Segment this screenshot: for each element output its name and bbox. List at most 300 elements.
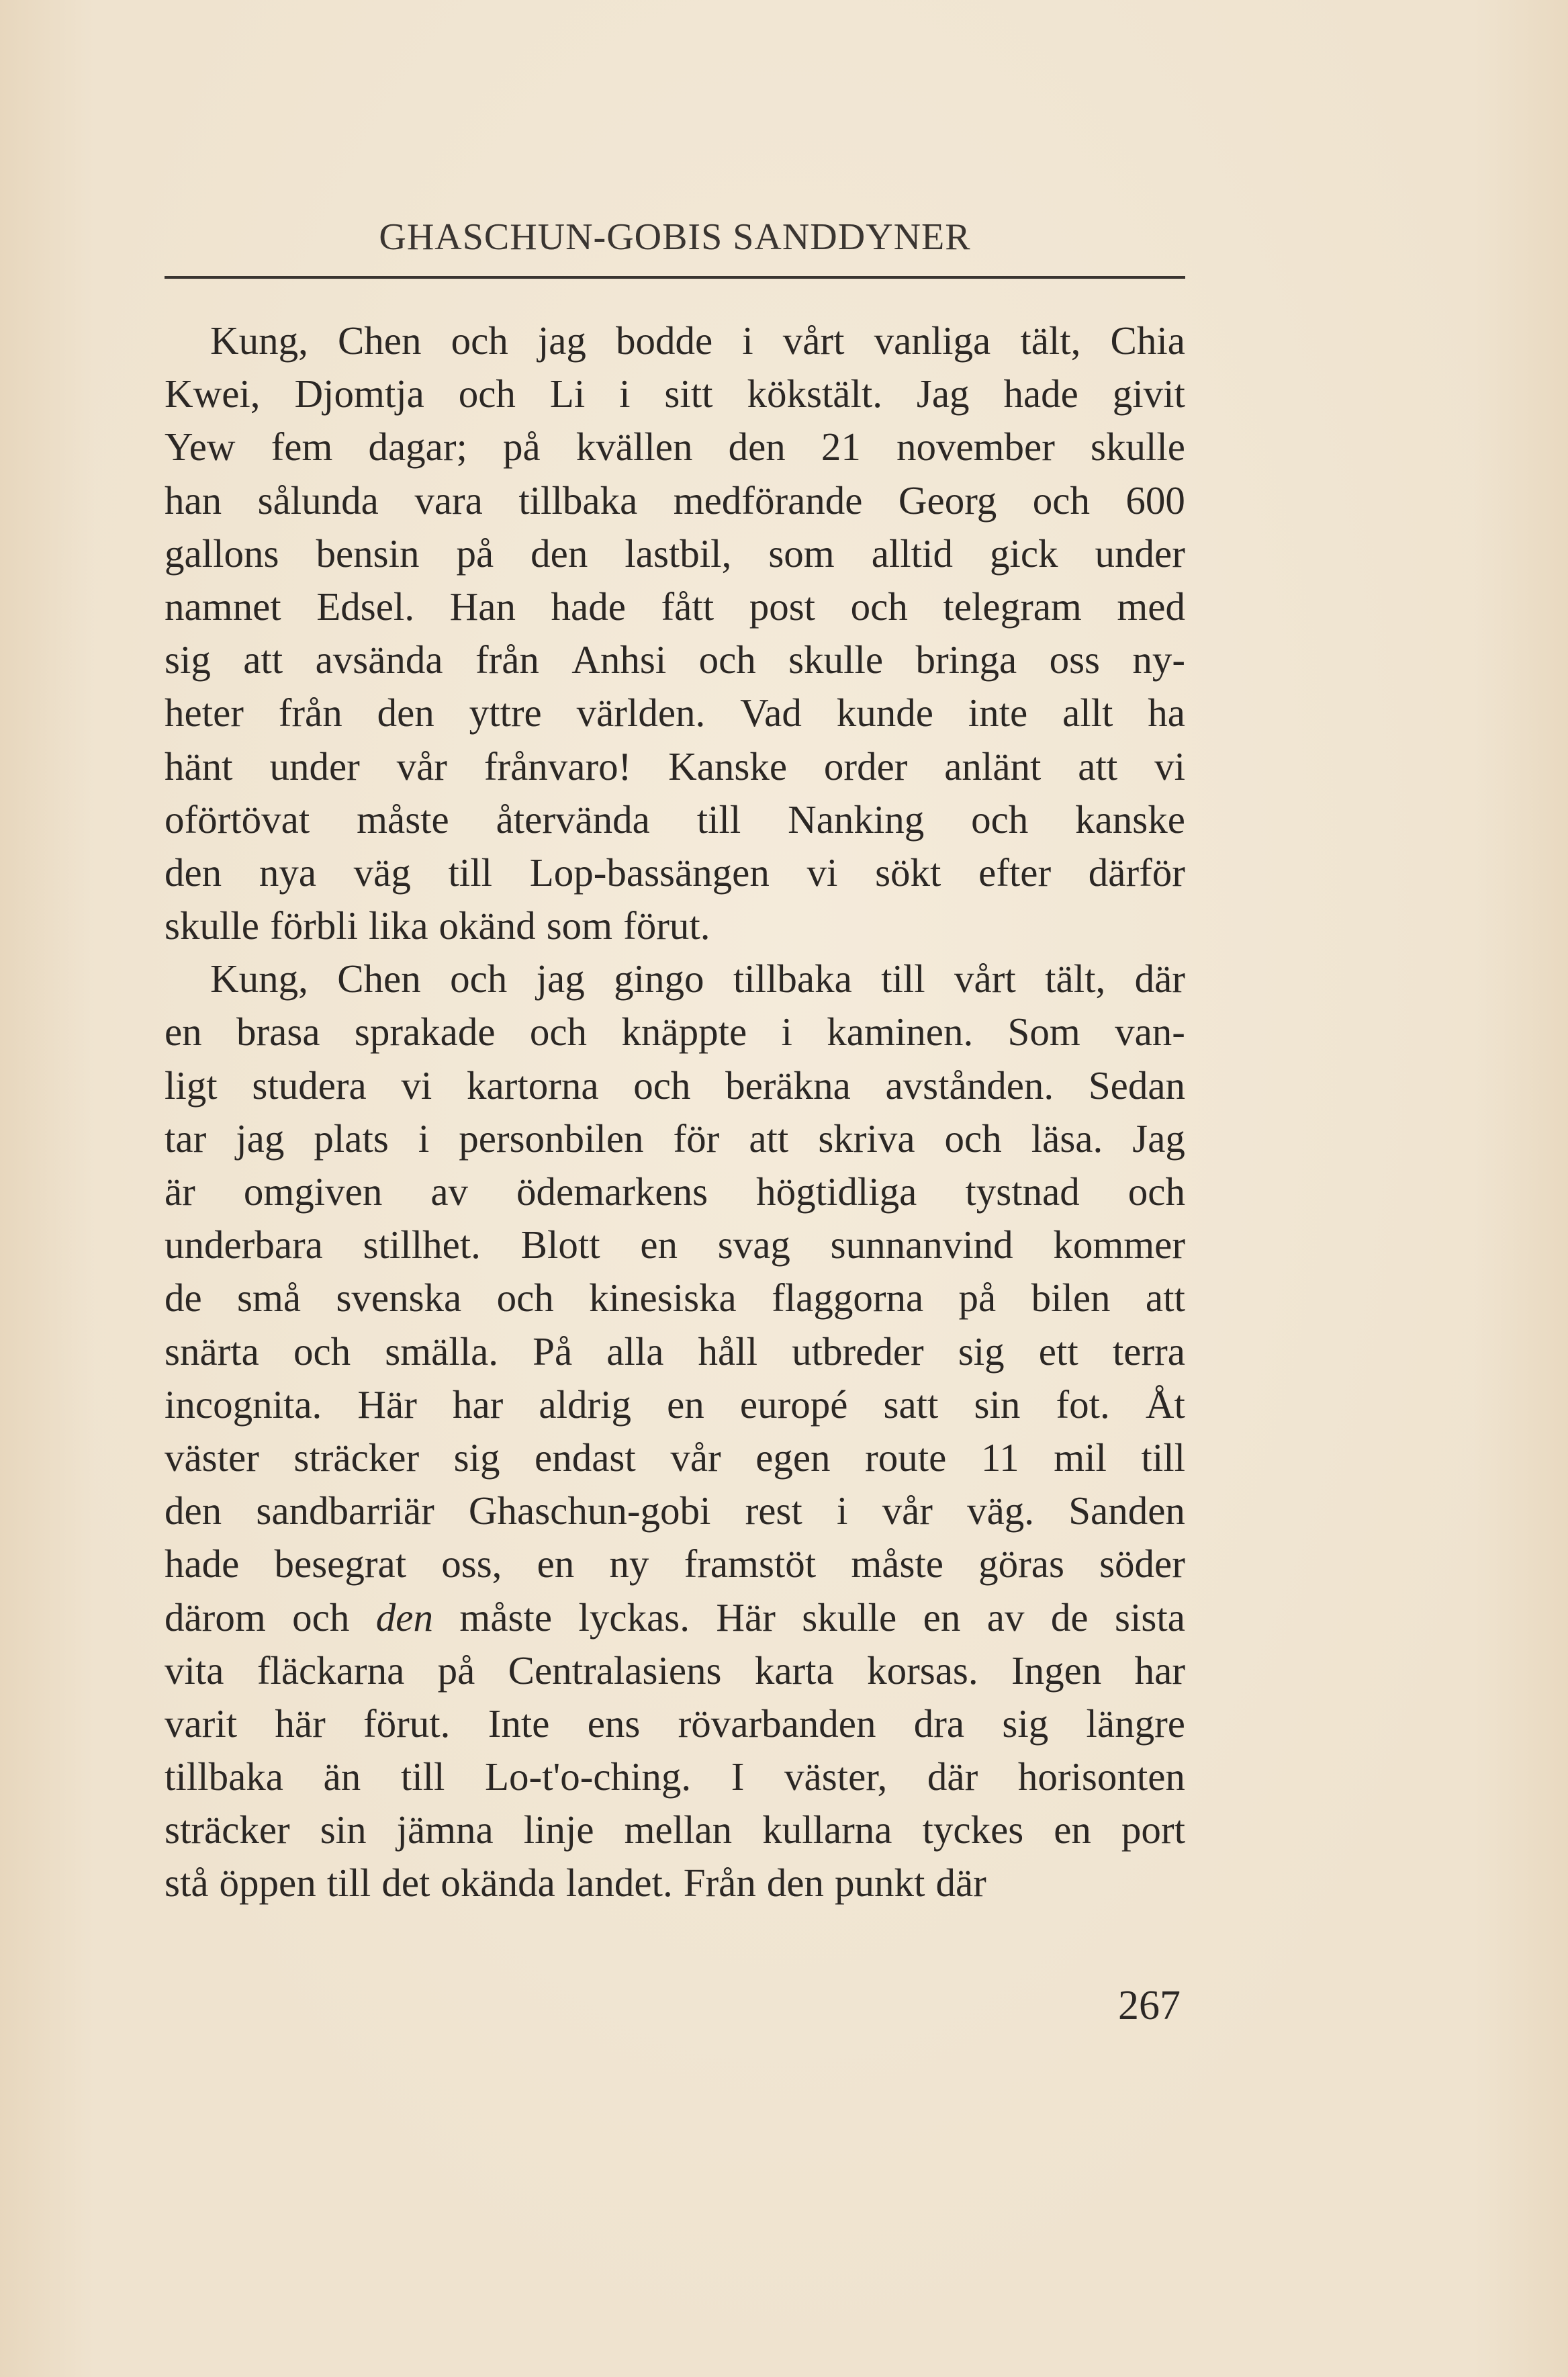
word: har — [452, 1382, 504, 1427]
text-line — [165, 793, 1185, 846]
word: svenska — [336, 1275, 462, 1320]
text-line — [165, 1750, 1185, 1803]
word: tält, — [1045, 956, 1106, 1001]
word: skulle — [165, 903, 259, 948]
word: brasa — [236, 1010, 320, 1055]
text-line — [165, 1484, 1185, 1537]
word: därom — [165, 1595, 266, 1640]
word: linje — [523, 1807, 594, 1852]
word: där — [1134, 956, 1185, 1001]
word: stillhet. — [363, 1222, 481, 1267]
word: måste — [357, 797, 449, 842]
word: som — [546, 903, 613, 948]
word: sunnanvind — [830, 1222, 1013, 1267]
word: med — [1117, 584, 1185, 629]
word: varit — [165, 1701, 238, 1746]
word: en — [537, 1541, 575, 1586]
body-text — [165, 314, 1185, 1910]
word: mil — [1054, 1435, 1107, 1480]
word: sig — [1002, 1701, 1049, 1746]
word: avstånden. — [885, 1063, 1054, 1108]
word: den — [377, 690, 434, 735]
word: till — [400, 1754, 445, 1799]
word: kaminen. — [827, 1010, 974, 1055]
word: route — [865, 1435, 947, 1480]
word: framstöt — [684, 1541, 817, 1586]
word: sträcker — [165, 1807, 290, 1852]
word: i — [418, 1116, 430, 1161]
word: på — [456, 531, 494, 576]
text-line — [165, 1005, 1185, 1059]
word: måste — [851, 1541, 943, 1586]
word: Chen — [337, 318, 422, 363]
word: av — [430, 1169, 469, 1214]
word: allt — [1062, 690, 1113, 735]
word: till — [881, 956, 925, 1001]
word: sålunda — [257, 478, 379, 523]
word: kullarna — [762, 1807, 892, 1852]
word: gingo — [614, 956, 704, 1001]
word: den — [165, 850, 222, 895]
word: på — [437, 1648, 475, 1693]
word: omgiven — [243, 1169, 383, 1214]
word: order — [823, 744, 908, 789]
word: 11 — [980, 1435, 1019, 1480]
word: sin — [974, 1382, 1021, 1427]
word: ny- — [1132, 637, 1185, 682]
word: medförande — [673, 478, 863, 523]
word: i — [781, 1010, 792, 1055]
word: givit — [1112, 371, 1185, 416]
text-line — [165, 1803, 1185, 1856]
text-line — [165, 580, 1185, 633]
word: post — [749, 584, 816, 629]
word: Li — [549, 371, 586, 416]
word: till — [326, 1860, 371, 1905]
word: fläckarna — [257, 1648, 405, 1693]
word: en — [667, 1382, 704, 1427]
word: tystnad — [965, 1169, 1080, 1214]
text-line — [165, 1325, 1185, 1378]
word: tillbaka — [733, 956, 852, 1001]
word: personbilen — [459, 1116, 644, 1161]
word: gick — [989, 531, 1058, 576]
word: den — [165, 1488, 222, 1533]
word: fem — [271, 424, 333, 469]
word: sig — [453, 1435, 500, 1480]
text-line — [165, 1271, 1185, 1325]
word: tar — [165, 1116, 207, 1161]
word: den — [375, 1595, 433, 1640]
running-head: GHASCHUN-GOBIS SANDDYNER — [379, 216, 971, 258]
word: jämna — [396, 1807, 494, 1852]
word: Han — [449, 584, 516, 629]
word: jag — [537, 318, 586, 363]
word: på — [958, 1275, 997, 1320]
word: att — [1145, 1275, 1185, 1320]
word: som — [768, 531, 835, 576]
word: där — [927, 1754, 978, 1799]
word: okända — [441, 1860, 555, 1905]
word: tillbaka — [165, 1754, 283, 1799]
word: Jag — [916, 371, 970, 416]
word: oss — [1049, 637, 1100, 682]
word: väg. — [967, 1488, 1035, 1533]
word: studera — [252, 1063, 367, 1108]
word: och — [971, 797, 1029, 842]
text-line — [165, 1537, 1185, 1590]
word: sitt — [664, 371, 713, 416]
word: av — [986, 1595, 1025, 1640]
text-line — [165, 952, 1185, 1005]
word: bringa — [915, 637, 1017, 682]
word: och — [944, 1116, 1002, 1161]
word: en — [640, 1222, 678, 1267]
word: hade — [1003, 371, 1078, 416]
word: Yew — [165, 424, 236, 469]
word: smälla. — [385, 1329, 499, 1374]
word: vår — [882, 1488, 933, 1533]
word: tyckes — [922, 1807, 1024, 1852]
word: egen — [755, 1435, 831, 1480]
word: att — [749, 1116, 789, 1161]
word: Kung, — [210, 956, 308, 1001]
word: korsas. — [867, 1648, 978, 1693]
word: terra — [1112, 1329, 1185, 1374]
text-line — [165, 1644, 1185, 1697]
word: beräkna — [725, 1063, 851, 1108]
text-line — [165, 474, 1185, 527]
word: Jag — [1132, 1116, 1185, 1161]
text-line — [165, 899, 1185, 952]
word: I — [731, 1754, 745, 1799]
word: från — [475, 637, 539, 682]
word: den — [531, 531, 588, 576]
word: den — [728, 424, 786, 469]
text-line — [165, 1591, 1185, 1644]
word: söder — [1099, 1541, 1185, 1586]
word: skulle — [788, 637, 884, 682]
word: göras — [978, 1541, 1064, 1586]
word: Sanden — [1068, 1488, 1185, 1533]
word: vita — [165, 1648, 224, 1693]
word: besegrat — [274, 1541, 407, 1586]
word: stå — [165, 1860, 209, 1905]
word: världen. — [576, 690, 706, 735]
word: små — [237, 1275, 302, 1320]
word: håll — [698, 1329, 758, 1374]
word: det — [381, 1860, 430, 1905]
word: till — [1141, 1435, 1185, 1480]
word: Inte — [488, 1701, 550, 1746]
word: landet. — [565, 1860, 673, 1905]
word: därför — [1088, 850, 1185, 895]
text-line — [165, 1218, 1185, 1271]
word: Kwei, — [165, 371, 261, 416]
word: längre — [1086, 1701, 1185, 1746]
word: sprakade — [354, 1010, 496, 1055]
text-line — [165, 420, 1185, 474]
word: utbreder — [792, 1329, 924, 1374]
word: vanliga — [874, 318, 991, 363]
word: till — [448, 850, 493, 895]
word: sin — [320, 1807, 367, 1852]
word: och — [633, 1063, 691, 1108]
word: och — [698, 637, 756, 682]
word: horisonten — [1017, 1754, 1185, 1799]
word: vårt — [782, 318, 845, 363]
word: oförtövat — [165, 797, 310, 842]
word: den — [766, 1860, 825, 1905]
word: och — [293, 1329, 351, 1374]
word: avsända — [315, 637, 443, 682]
word: sig — [165, 637, 211, 682]
word: ens — [587, 1701, 641, 1746]
word: Som — [1007, 1010, 1080, 1055]
word: än — [323, 1754, 361, 1799]
text-line — [165, 527, 1185, 580]
word: kanske — [1075, 797, 1185, 842]
word: kartorna — [466, 1063, 599, 1108]
word: alla — [606, 1329, 664, 1374]
text-line — [165, 1112, 1185, 1165]
word: vi — [401, 1063, 432, 1108]
word: yttre — [469, 690, 542, 735]
word: På — [533, 1329, 573, 1374]
word: vårt — [954, 956, 1016, 1001]
word: efter — [978, 850, 1052, 895]
word: okänd — [439, 903, 536, 948]
word: oss, — [441, 1541, 502, 1586]
word: i — [742, 318, 753, 363]
word: vår — [670, 1435, 721, 1480]
word: Här — [357, 1382, 417, 1427]
word: under — [269, 744, 360, 789]
word: vara — [414, 478, 483, 523]
word: Chia — [1110, 318, 1185, 363]
word: kunde — [836, 690, 933, 735]
word: att — [1078, 744, 1118, 789]
word: bilen — [1031, 1275, 1111, 1320]
word: Nanking — [788, 797, 925, 842]
word: förut. — [363, 1701, 451, 1746]
word: Georg — [898, 478, 997, 523]
header-rule — [165, 276, 1185, 279]
word: Kung, — [210, 318, 308, 363]
word: incognita. — [165, 1382, 322, 1427]
word: namnet — [165, 584, 281, 629]
word: lyckas. — [578, 1595, 690, 1640]
word: skriva — [818, 1116, 915, 1161]
word: högtidliga — [756, 1169, 917, 1214]
word: punkt — [835, 1860, 925, 1905]
word: och — [292, 1595, 350, 1640]
word: 21 — [821, 424, 861, 469]
word: förut. — [623, 903, 710, 948]
word: hade — [165, 1541, 240, 1586]
word: ha — [1148, 690, 1185, 735]
text-line — [165, 1059, 1185, 1112]
word: väster — [165, 1435, 259, 1480]
word: dra — [913, 1701, 965, 1746]
word: karta — [754, 1648, 834, 1693]
word: vi — [806, 850, 838, 895]
word: och — [450, 956, 508, 1001]
word: fot. — [1056, 1382, 1110, 1427]
word: Lop-bassängen — [529, 850, 770, 895]
word: plats — [314, 1116, 389, 1161]
word: Centralasiens — [508, 1648, 722, 1693]
word: Ghaschun-gobi — [468, 1488, 711, 1533]
word: här — [275, 1701, 326, 1746]
word: från — [278, 690, 342, 735]
word: heter — [165, 690, 244, 735]
word: ligt — [165, 1063, 218, 1108]
word: knäppte — [621, 1010, 747, 1055]
word: för — [673, 1116, 720, 1161]
word: bodde — [616, 318, 713, 363]
word: en — [165, 1010, 202, 1055]
word: inte — [968, 690, 1028, 735]
word: och — [529, 1010, 588, 1055]
word: Edsel. — [316, 584, 415, 629]
word: de — [165, 1275, 202, 1320]
word: van- — [1115, 1010, 1185, 1055]
word: Ingen — [1011, 1648, 1102, 1693]
word: öppen — [219, 1860, 316, 1905]
word: hade — [551, 584, 626, 629]
text-line — [165, 1431, 1185, 1484]
word: och — [850, 584, 908, 629]
word: är — [165, 1169, 195, 1214]
word: Blott — [520, 1222, 600, 1267]
word: nya — [259, 850, 317, 895]
word: 600 — [1125, 478, 1185, 523]
text-line — [165, 367, 1185, 420]
word: europé — [739, 1382, 848, 1427]
word: Vad — [740, 690, 802, 735]
word: väg — [353, 850, 411, 895]
word: kinesiska — [589, 1275, 737, 1320]
word: Från — [683, 1860, 756, 1905]
word: förbli — [269, 903, 359, 948]
word: tillbaka — [518, 478, 638, 523]
word: endast — [535, 1435, 636, 1480]
word: Lo-t'o-ching. — [485, 1754, 692, 1799]
word: Chen — [337, 956, 421, 1001]
word: flaggorna — [772, 1275, 924, 1320]
text-line — [165, 1697, 1185, 1750]
word: kvällen — [575, 424, 693, 469]
word: aldrig — [539, 1382, 632, 1427]
word: skulle — [1091, 424, 1185, 469]
word: i — [836, 1488, 848, 1533]
word: sandbarriär — [256, 1488, 434, 1533]
word: vår — [396, 744, 447, 789]
word: november — [896, 424, 1055, 469]
text-line — [165, 846, 1185, 899]
word: telegram — [943, 584, 1082, 629]
word: sträcker — [293, 1435, 420, 1480]
word: rövarbanden — [678, 1701, 876, 1746]
word: lastbil, — [625, 531, 732, 576]
word: skulle — [802, 1595, 897, 1640]
word: anlänt — [944, 744, 1042, 789]
word: och — [1032, 478, 1090, 523]
word: dagar; — [368, 424, 467, 469]
word: ny — [609, 1541, 649, 1586]
paragraph — [165, 314, 1185, 952]
word: Åt — [1145, 1382, 1185, 1427]
word: att — [243, 637, 283, 682]
word: alltid — [871, 531, 953, 576]
word: och — [451, 318, 508, 363]
word: satt — [883, 1382, 939, 1427]
text-line — [165, 740, 1185, 793]
word: på — [502, 424, 541, 469]
word: rest — [745, 1488, 802, 1533]
word: läsa. — [1031, 1116, 1103, 1161]
word: Djomtja — [294, 371, 424, 416]
word: bensin — [316, 531, 420, 576]
word: sista — [1115, 1595, 1185, 1640]
word: och — [458, 371, 516, 416]
word: en — [1054, 1807, 1091, 1852]
paragraph — [165, 952, 1185, 1910]
page-number: 267 — [1118, 1983, 1181, 2028]
word: snärta — [165, 1329, 259, 1374]
word: svag — [717, 1222, 790, 1267]
word: port — [1121, 1807, 1185, 1852]
word: ödemarkens — [516, 1169, 708, 1214]
word: underbara — [165, 1222, 323, 1267]
word: återvända — [496, 797, 650, 842]
word: Sedan — [1088, 1063, 1185, 1108]
word: där — [935, 1860, 986, 1905]
word: jag — [236, 1116, 285, 1161]
word: sökt — [875, 850, 941, 895]
text-line — [165, 633, 1185, 686]
word: en — [923, 1595, 961, 1640]
word: mellan — [624, 1807, 733, 1852]
word: i — [619, 371, 631, 416]
text-line — [165, 686, 1185, 739]
word: de — [1050, 1595, 1089, 1640]
word: under — [1095, 531, 1185, 576]
word: Anhsi — [571, 637, 667, 682]
book-page — [165, 0, 1185, 2377]
word: frånvaro! — [483, 744, 632, 789]
word: Här — [716, 1595, 776, 1640]
word: gallons — [165, 531, 279, 576]
text-line — [165, 1378, 1185, 1431]
word: sig — [958, 1329, 1005, 1374]
text-line — [165, 1165, 1185, 1218]
word: har — [1134, 1648, 1185, 1693]
word: och — [1127, 1169, 1185, 1214]
word: väster, — [784, 1754, 888, 1799]
word: till — [696, 797, 741, 842]
text-line — [165, 314, 1185, 367]
word: vi — [1154, 744, 1185, 789]
word: kökstält. — [747, 371, 883, 416]
word: han — [165, 478, 222, 523]
word: Kanske — [668, 744, 788, 789]
word: hänt — [165, 744, 233, 789]
word: tält, — [1020, 318, 1081, 363]
word: jag — [536, 956, 585, 1001]
word: ett — [1038, 1329, 1078, 1374]
